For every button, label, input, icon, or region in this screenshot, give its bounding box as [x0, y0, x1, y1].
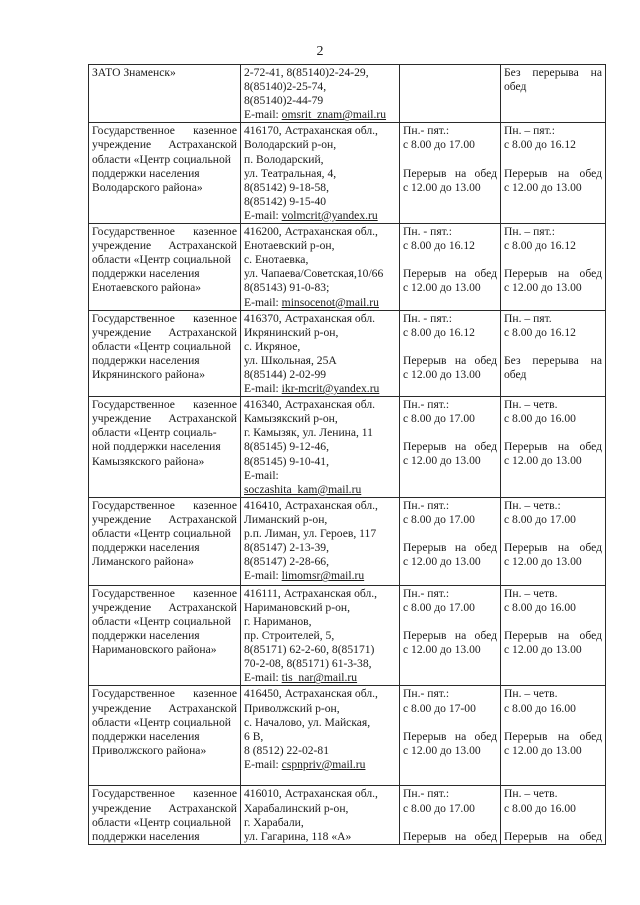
- address-line: 416010, Астраханская обл.,: [244, 787, 378, 801]
- blank-line: [504, 153, 602, 167]
- organization-line: поддержки населения: [92, 166, 200, 180]
- address-line: 8(85147) 2-28-66,: [244, 555, 330, 569]
- email-prefix: E-mail:: [244, 208, 282, 222]
- address-line: 416340, Астраханская обл.: [244, 398, 376, 412]
- table-row: [89, 224, 606, 311]
- reception-hours-line: обед: [504, 80, 527, 94]
- address-line: E-mail:: [244, 468, 279, 482]
- hours-line: Перерыв на обед: [403, 629, 497, 642]
- address-line: 416170, Астраханская обл.,: [244, 124, 378, 138]
- hours-line: с 8.00 до 17-00: [403, 701, 476, 715]
- hours-line: Перерыв на обед: [403, 440, 497, 454]
- address-line: 8(85142) 9-15-40: [244, 194, 327, 208]
- organization-line: Наримановского района»: [92, 643, 217, 657]
- organization-line: учреждение Астраханской: [92, 239, 237, 253]
- organization-line: области «Центр социальной: [92, 815, 231, 829]
- email-line: [244, 483, 396, 497]
- organization-line: Государственное казенное: [92, 586, 237, 600]
- hours-line: с 8.00 до 16.12: [403, 239, 475, 253]
- organization-line: поддержки населения: [92, 353, 200, 367]
- organization-line: области «Центр социаль-: [92, 426, 217, 440]
- hours-line: с 8.00 до 16.12: [403, 325, 475, 339]
- blank-line: [504, 615, 602, 629]
- organization-line: области «Центр социальной: [92, 715, 231, 729]
- address-line: ул. Чапаева/Советская,10/66: [244, 267, 384, 281]
- address-line: Наримановский р-он,: [244, 600, 350, 614]
- email-line: [244, 569, 396, 583]
- page-number: 2: [316, 44, 324, 59]
- address-line: 8(85171) 62-2-60, 8(85171): [244, 643, 375, 657]
- blank-line: [504, 253, 602, 267]
- address-line: 416370, Астраханская обл.: [244, 311, 376, 325]
- table-row: [89, 65, 606, 123]
- reception-hours-line: Перерыв на обед: [504, 440, 602, 454]
- organization-line: Государственное казенное: [92, 787, 237, 801]
- table-row: [89, 686, 606, 786]
- organization-cell: [89, 123, 241, 224]
- hours-line: Пн.- пят.:: [403, 687, 450, 701]
- email-address: soczashita_kam@mail.ru: [244, 482, 362, 496]
- blank-line: [403, 253, 497, 267]
- address-line: 8(85145) 9-10-41,: [244, 454, 330, 468]
- email-address: cspnpriv@mail.ru: [281, 757, 366, 771]
- organization-line: Государственное казенное: [92, 498, 237, 512]
- hours-cell: [400, 497, 501, 585]
- blank-line: [504, 816, 602, 830]
- organization-line: учреждение Астраханской: [92, 412, 237, 426]
- email-address: minsocenot@mail.ru: [281, 295, 379, 309]
- hours-line: Перерыв на обед: [403, 829, 497, 843]
- organization-cell: [89, 224, 241, 311]
- hours-line: Перерыв на обед: [403, 267, 497, 281]
- organization-line: Государственное казенное: [92, 225, 237, 239]
- hours-cell: [400, 397, 501, 498]
- address-line: ул. Школьная, 25А: [244, 353, 337, 367]
- email-address: limomsr@mail.ru: [281, 569, 365, 583]
- reception-hours-line: с 8.00 до 16.00: [504, 801, 576, 815]
- reception-hours-cell: [501, 585, 606, 686]
- organization-line: Государственное казенное: [92, 687, 237, 701]
- organization-line: Володарского района»: [92, 180, 203, 194]
- address-line: 8(85142) 9-18-58,: [244, 180, 330, 194]
- email-address: volmcrit@yandex.ru: [281, 208, 378, 222]
- hours-line: с 12.00 до 13.00: [403, 555, 481, 569]
- address-cell: [241, 786, 400, 844]
- hours-cell: [400, 65, 501, 123]
- hours-line: с 12.00 до 13.00: [403, 454, 481, 468]
- email-prefix: E-mail:: [244, 569, 282, 583]
- address-line: 416410, Астраханская обл.,: [244, 498, 378, 512]
- hours-line: Пн.- пят.:: [403, 586, 450, 600]
- organization-line: области «Центр социальной: [92, 152, 231, 166]
- address-line: с. Началово, ул. Майская,: [244, 715, 371, 729]
- organization-line: учреждение Астраханской: [92, 801, 237, 815]
- organization-cell: [89, 497, 241, 585]
- organization-cell: [89, 585, 241, 686]
- email-line: [244, 758, 396, 772]
- email-line: [244, 209, 396, 223]
- reception-hours-line: с 8.00 до 16.12: [504, 138, 576, 152]
- email-prefix: E-mail:: [244, 671, 282, 685]
- table-row: [89, 123, 606, 224]
- reception-hours-line: Перерыв на обед: [504, 829, 602, 843]
- reception-hours-line: с 8.00 до 17.00: [504, 512, 576, 526]
- hours-line: с 12.00 до 13.00: [403, 643, 481, 657]
- address-line: 8 (8512) 22-02-81: [244, 743, 330, 757]
- address-cell: [241, 397, 400, 498]
- reception-hours-line: Пн. – четв.: [504, 398, 558, 412]
- address-cell: [241, 585, 400, 686]
- address-line: п. Володарский,: [244, 152, 324, 166]
- blank-line: [403, 426, 497, 440]
- address-line: 8(85145) 9-12-46,: [244, 440, 330, 454]
- hours-cell: [400, 123, 501, 224]
- address-line: 8(85140)2-25-74,: [244, 80, 327, 94]
- email-address: omsrit_znam@mail.ru: [281, 108, 387, 122]
- address-line: с. Икряное,: [244, 339, 301, 353]
- reception-hours-line: с 8.00 до 16.12: [504, 239, 576, 253]
- organization-cell: [89, 310, 241, 397]
- organization-line: ной поддержки населения: [92, 440, 221, 454]
- organization-line: учреждение Астраханской: [92, 138, 237, 152]
- reception-hours-line: с 12.00 до 13.00: [504, 555, 582, 569]
- address-line: 8(85143) 91-0-83;: [244, 281, 330, 295]
- address-line: р.п. Лиман, ул. Героев, 117: [244, 527, 377, 540]
- address-line: Харабалинский р-он,: [244, 801, 349, 815]
- reception-hours-line: с 12.00 до 13.00: [504, 743, 582, 757]
- reception-hours-cell: [501, 224, 606, 311]
- organization-cell: [89, 686, 241, 786]
- address-line: 416200, Астраханская обл.,: [244, 225, 378, 239]
- organization-line: области «Центр социальной: [92, 615, 231, 628]
- reception-hours-cell: [501, 397, 606, 498]
- organization-line: Государственное казенное: [92, 398, 237, 412]
- organization-cell: [89, 65, 241, 123]
- reception-hours-line: Пн. – четв.: [504, 787, 558, 801]
- reception-hours-line: Пн. – пят.:: [504, 225, 555, 239]
- address-line: 416450, Астраханская обл.,: [244, 687, 378, 701]
- blank-line: [403, 816, 497, 830]
- blank-line: [403, 615, 497, 629]
- address-line: г. Нариманов,: [244, 615, 312, 628]
- hours-line: с 12.00 до 13.00: [403, 367, 481, 381]
- address-line: 70-2-08, 8(85171) 61-3-38,: [244, 657, 372, 671]
- hours-line: Перерыв на обед: [403, 541, 497, 554]
- reception-hours-line: Пн. – четв.:: [504, 498, 561, 512]
- address-line: пр. Строителей, 5,: [244, 629, 335, 643]
- table-row: [89, 585, 606, 686]
- hours-cell: [400, 686, 501, 786]
- email-prefix: E-mail:: [244, 295, 282, 309]
- hours-cell: [400, 310, 501, 397]
- organization-line: учреждение Астраханской: [92, 325, 237, 339]
- reception-hours-cell: [501, 310, 606, 397]
- address-line: ул. Театральная, 4,: [244, 166, 337, 180]
- hours-cell: [400, 585, 501, 686]
- organization-line: учреждение Астраханской: [92, 701, 237, 715]
- table-row: [89, 786, 606, 844]
- hours-line: Перерыв на обед: [403, 729, 497, 743]
- hours-line: с 8.00 до 17.00: [403, 801, 475, 815]
- address-line: с. Енотаевка,: [244, 253, 309, 267]
- hours-line: Пн. - пят.:: [403, 311, 452, 325]
- reception-hours-line: Перерыв на обед: [504, 267, 602, 281]
- email-line: [244, 108, 396, 122]
- address-cell: [241, 65, 400, 123]
- reception-hours-line: Пн. – четв.: [504, 687, 558, 701]
- organization-line: поддержки населения: [92, 267, 200, 281]
- hours-cell: [400, 786, 501, 844]
- organization-line: области «Центр социальной: [92, 527, 231, 540]
- hours-line: Перерыв на обед: [403, 353, 497, 367]
- organization-line: Государственное казенное: [92, 124, 237, 138]
- hours-line: с 8.00 до 17.00: [403, 512, 475, 526]
- reception-hours-line: Пн. – пят.:: [504, 124, 555, 138]
- email-prefix: E-mail:: [244, 382, 282, 396]
- address-line: Лиманский р-он,: [244, 512, 328, 526]
- email-prefix: E-mail:: [244, 108, 282, 122]
- blank-line: [504, 426, 602, 440]
- blank-line: [403, 527, 497, 541]
- reception-hours-line: с 8.00 до 16.00: [504, 701, 576, 715]
- blank-line: [403, 153, 497, 167]
- hours-cell: [400, 224, 501, 311]
- address-cell: [241, 497, 400, 585]
- hours-line: с 8.00 до 17.00: [403, 600, 475, 614]
- address-line: г. Камызяк, ул. Ленина, 11: [244, 426, 373, 440]
- address-line: 8(85144) 2-02-99: [244, 367, 327, 381]
- reception-hours-cell: [501, 123, 606, 224]
- address-cell: [241, 224, 400, 311]
- organization-line: учреждение Астраханской: [92, 600, 237, 614]
- organization-line: Енотаевского района»: [92, 281, 202, 295]
- organization-line: ЗАТО Знаменск»: [92, 66, 176, 79]
- address-line: Камызякский р-он,: [244, 412, 338, 426]
- reception-hours-line: с 8.00 до 16.12: [504, 325, 576, 339]
- address-line: 2-72-41, 8(85140)2-24-29,: [244, 66, 369, 79]
- reception-hours-line: с 12.00 до 13.00: [504, 180, 582, 194]
- address-cell: [241, 123, 400, 224]
- address-cell: [241, 686, 400, 786]
- organization-line: области «Центр социальной: [92, 339, 231, 353]
- reception-hours-line: обед: [504, 367, 527, 381]
- organization-line: Лиманского района»: [92, 555, 194, 569]
- blank-line: [504, 716, 602, 730]
- hours-line: Перерыв на обед: [403, 166, 497, 180]
- reception-hours-line: Без перерыва на: [504, 66, 602, 79]
- organization-line: поддержки населения: [92, 541, 200, 555]
- email-line: [244, 671, 396, 685]
- reception-hours-cell: [501, 786, 606, 844]
- organization-line: Приволжского района»: [92, 743, 207, 757]
- reception-hours-cell: [501, 497, 606, 585]
- reception-hours-line: с 12.00 до 13.00: [504, 643, 582, 657]
- address-line: Енотаевский р-он,: [244, 239, 335, 253]
- address-line: Приволжский р-он,: [244, 701, 340, 715]
- hours-line: Пн.- пят.:: [403, 787, 450, 801]
- blank-line: [403, 716, 497, 730]
- organization-line: учреждение Астраханской: [92, 512, 237, 526]
- email-line: [244, 382, 396, 396]
- reception-hours-line: с 8.00 до 16.00: [504, 412, 576, 426]
- blank-line: [504, 340, 602, 354]
- email-address: ikr-mcrit@yandex.ru: [281, 382, 380, 396]
- reception-hours-line: Перерыв на обед: [504, 729, 602, 743]
- hours-line: с 12.00 до 13.00: [403, 281, 481, 295]
- organization-line: поддержки населения: [92, 829, 200, 843]
- organization-line: Государственное казенное: [92, 311, 237, 325]
- reception-hours-line: Перерыв на обед: [504, 629, 602, 642]
- hours-line: с 12.00 до 13.00: [403, 180, 481, 194]
- hours-line: Пн. - пят.:: [403, 225, 452, 239]
- blank-line: [504, 527, 602, 541]
- hours-line: Пн.- пят.:: [403, 124, 450, 138]
- address-line: 6 В,: [244, 729, 264, 743]
- organization-line: области «Центр социальной: [92, 253, 231, 267]
- hours-line: с 8.00 до 17.00: [403, 412, 475, 426]
- address-cell: [241, 310, 400, 397]
- reception-hours-line: Перерыв на обед: [504, 166, 602, 180]
- email-address: tis_nar@mail.ru: [281, 671, 358, 685]
- reception-hours-line: с 8.00 до 16.00: [504, 600, 576, 614]
- organization-line: поддержки населения: [92, 629, 200, 643]
- organization-cell: [89, 786, 241, 844]
- reception-hours-line: Пн. – четв.: [504, 586, 558, 600]
- reception-hours-line: Пн. – пят.: [504, 311, 552, 325]
- address-line: Икрянинский р-он,: [244, 325, 339, 339]
- hours-line: с 8.00 до 17.00: [403, 138, 475, 152]
- email-prefix: E-mail:: [244, 757, 282, 771]
- reception-hours-line: с 12.00 до 13.00: [504, 454, 582, 468]
- reception-hours-cell: [501, 65, 606, 123]
- hours-line: с 12.00 до 13.00: [403, 743, 481, 757]
- organization-line: поддержки населения: [92, 729, 200, 743]
- organization-line: Икрянинского района»: [92, 367, 205, 381]
- reception-hours-line: Перерыв на обед: [504, 541, 602, 554]
- address-line: Володарский р-он,: [244, 138, 337, 152]
- hours-line: Пн.- пят.:: [403, 498, 450, 512]
- reception-hours-line: Без перерыва на: [504, 353, 602, 367]
- address-line: г. Харабали,: [244, 815, 304, 829]
- address-line: ул. Гагарина, 118 «А»: [244, 829, 352, 843]
- table-row: [89, 397, 606, 498]
- hours-line: Пн.- пят.:: [403, 398, 450, 412]
- address-line: 416111, Астраханская обл.,: [244, 586, 378, 600]
- address-line: 8(85140)2-44-79: [244, 94, 324, 108]
- organization-cell: [89, 397, 241, 498]
- email-line: [244, 296, 396, 310]
- table-row: [89, 310, 606, 397]
- address-line: 8(85147) 2-13-39,: [244, 541, 330, 555]
- table-row: [89, 497, 606, 585]
- social-support-centers-table: [88, 64, 606, 845]
- organization-line: Камызякского района»: [92, 454, 205, 468]
- reception-hours-cell: [501, 686, 606, 786]
- reception-hours-line: с 12.00 до 13.00: [504, 281, 582, 295]
- blank-line: [403, 340, 497, 354]
